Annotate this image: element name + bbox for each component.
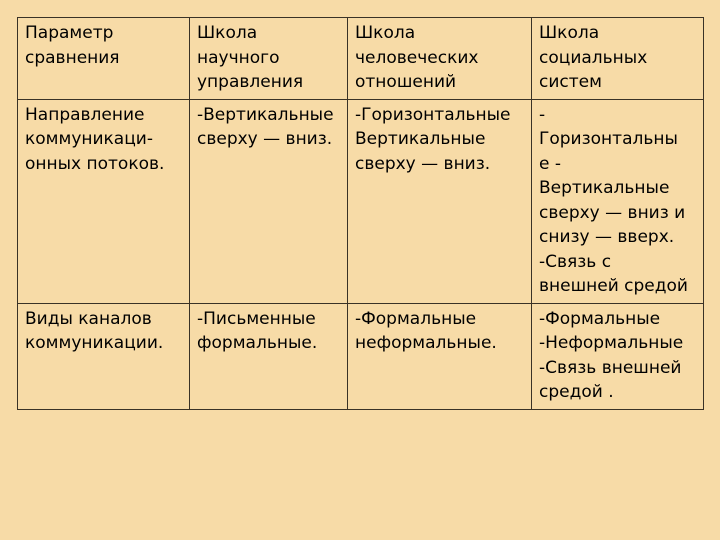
table-row [18,99,704,303]
row-label-channel-types: Виды каналов коммуникации. [18,303,190,409]
table-cell: -Формальные неформальные. [348,303,532,409]
header-cell-scientific-management: Школа научного управления [190,18,348,100]
comparison-table [17,17,704,410]
header-cell-parameter: Параметр сравнения [18,18,190,100]
header-cell-social-systems: Школа социальных систем [532,18,704,100]
header-cell-human-relations: Школа человеческих отношений [348,18,532,100]
table-header-row [18,18,704,100]
table-row [18,303,704,409]
table-cell: -Горизонтальные Вертикальные сверху — вниз. [348,99,532,303]
table-cell: -Письменные формальные. [190,303,348,409]
table-cell: -Вертикальные сверху — вниз. [190,99,348,303]
table-cell: - Горизонтальны е - Вертикальные сверху — вниз и снизу — вверх. -Связь с внешней средой [532,99,704,303]
table-cell: -Формальные -Неформальные -Связь внешней средой . [532,303,704,409]
row-label-communication-direction: Направление коммуникаци- онных потоков. [18,99,190,303]
